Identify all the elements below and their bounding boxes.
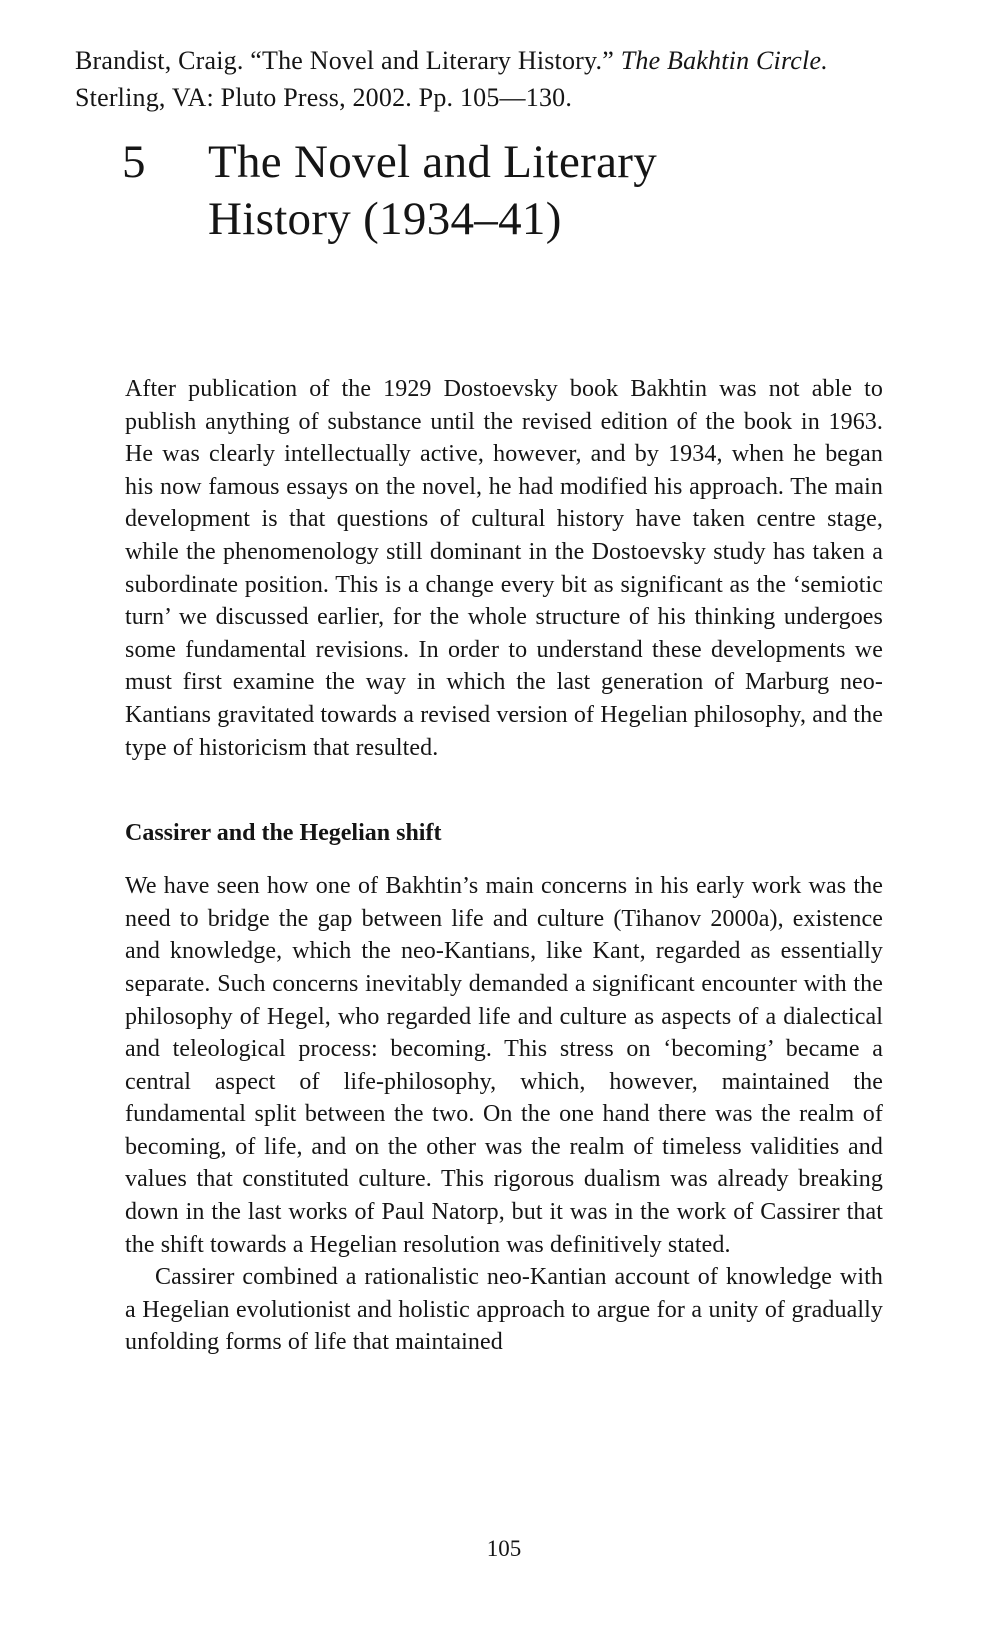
citation — [75, 42, 935, 116]
chapter-heading — [122, 134, 657, 248]
chapter-title-line-2: History (1934–41) — [208, 193, 562, 245]
paragraph-3: Cassirer combined a rationalistic neo-Kantian account of knowledge with a Hegelian evolutionist and holistic approach to argue for a unity of gradually unfolding forms of life that maintained — [125, 1264, 883, 1356]
body-text — [125, 373, 883, 1359]
citation-line-2: Sterling, VA: Pluto Press, 2002. Pp. 105—130. — [75, 83, 573, 112]
chapter-number: 5 — [122, 136, 146, 188]
paragraph-1: After publication of the 1929 Dostoevsky book Bakhtin was not able to publish anything of substance until the revised edition of the book in 1963. He was clearly intellectually active, however, and by 1934, when he began his now famous essays on the novel, he had modified his approach. The main development is that questions of cultural history have taken centre stage, while the phenomenology still dominant in the Dostoevsky study has taken a subordinate position. This is a change every bit as significant as the ‘semiotic turn’ we discussed earlier, for the whole structure of his thinking undergoes some fundamental revisions. In order to understand these developments we must first examine the way in which the last generation of Marburg neo-Kantians gravitated towards a revised version of Hegelian philosophy, and the type of historicism that resulted. — [125, 376, 883, 761]
chapter-title-line-1: The Novel and Literary — [208, 136, 657, 188]
citation-text: Brandist, Craig. “The Novel and Literary History.” — [75, 46, 621, 75]
citation-book-title: The Bakhtin Circle. — [620, 46, 828, 75]
section-heading: Cassirer and the Hegelian shift — [125, 820, 442, 847]
page-number: 105 — [486, 1536, 522, 1561]
chapter-title — [208, 134, 657, 248]
citation-line-1 — [75, 42, 935, 79]
paragraph-2: We have seen how one of Bakhtin’s main concerns in his early work was the need to bridge the gap between life and culture (Tihanov 2000a), existence and knowledge, which the neo-Kantians, like Kant, regarded as essentially separate. Such concerns inevitably demanded a significant encounter with the philosophy of Hegel, who regarded life and culture as aspects of a dialectical and teleological process: becoming. This stress on ‘becoming’ became a central aspect of life-philosophy, which, however, maintained the fundamental split between the two. On the one hand there was the realm of becoming, of life, and on the other was the realm of timeless validities and values that constituted culture. This rigorous dualism was already breaking down in the last works of Paul Natorp, but it was in the work of Cassirer that the shift towards a Hegelian resolution was definitively stated. — [125, 873, 883, 1258]
